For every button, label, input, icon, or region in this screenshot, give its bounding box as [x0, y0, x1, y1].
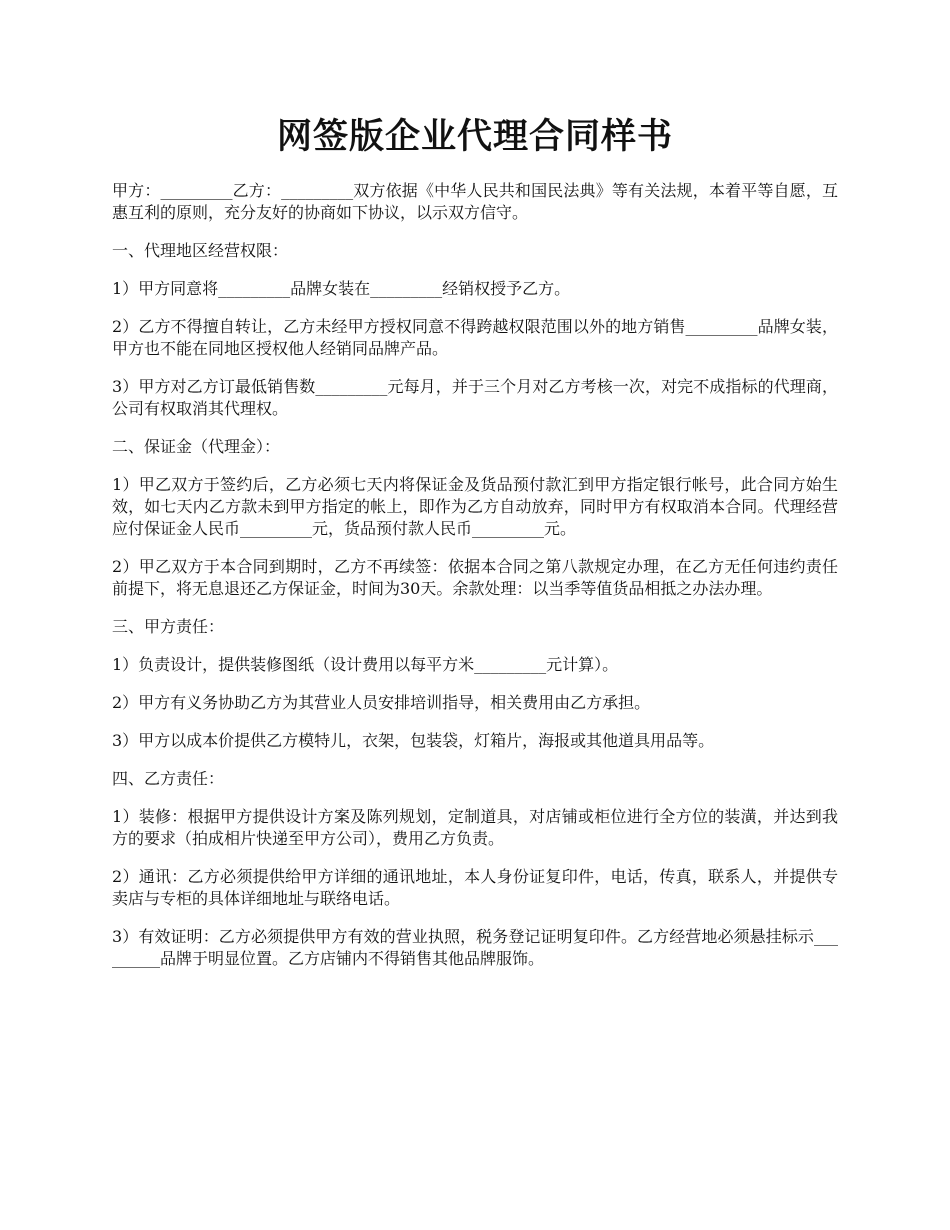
clause-3-3: 3）甲方以成本价提供乙方模特儿，衣架，包装袋，灯箱片，海报或其他道具用品等。 [112, 731, 715, 750]
clause-4-2: 2）通讯：乙方必须提供给甲方详细的通讯地址，本人身份证复印件，电话，传真，联系人，并提供专卖店与专柜的具体详细地址与联络电话。 [112, 867, 838, 908]
clause-1-3: 3）甲方对乙方订最低销售数_________元每月，并于三个月对乙方考核一次，对完不成指标的代理商，公司有权取消其代理权。 [112, 377, 838, 418]
section-heading-1: 一、代理地区经营权限： [112, 241, 289, 260]
document-body [112, 180, 838, 986]
clause-1-1: 1）甲方同意将_________品牌女装在_________经销权授予乙方。 [112, 279, 571, 298]
section-heading-4: 四、乙方责任： [112, 769, 225, 788]
document-title: 网签版企业代理合同样书 [276, 116, 673, 157]
section-heading-2: 二、保证金（代理金）： [112, 437, 281, 456]
clause-2-2: 2）甲乙双方于本合同到期时，乙方不再续签：依据本合同之第八款规定办理，在乙方无任何违约责任前提下，将无息退还乙方保证金，时间为30天。余款处理：以当季等值货品相抵之办法办理。 [112, 557, 838, 598]
clause-3-2: 2）甲方有义务协助乙方为其营业人员安排培训指导，相关费用由乙方承担。 [112, 693, 651, 712]
clause-4-1: 1）装修：根据甲方提供设计方案及陈列规划，定制道具，对店铺或柜位进行全方位的装潢，并达到我方的要求（拍成相片快递至甲方公司），费用乙方负责。 [112, 807, 838, 848]
section-heading-3: 三、甲方责任： [112, 617, 225, 636]
clause-4-3: 3）有效证明：乙方必须提供甲方有效的营业执照，税务登记证明复印件。乙方经营地必须悬挂标示_________品牌于明显位置。乙方店铺内不得销售其他品牌服饰。 [112, 927, 838, 968]
clause-2-1: 1）甲乙双方于签约后，乙方必须七天内将保证金及货品预付款汇到甲方指定银行帐号，此合同方始生效，如七天内乙方款未到甲方指定的帐上，即作为乙方自动放弃，同时甲方有权取消本合同。代理经营应付保证金人民币_________元，货品预付款人民币_________元。 [112, 475, 838, 538]
intro-paragraph: 甲方：_________乙方：_________双方依据《中华人民共和国民法典》等有关法规，本着平等自愿，互惠互利的原则，充分友好的协商如下协议，以示双方信守。 [112, 181, 838, 222]
clause-3-1: 1）负责设计，提供装修图纸（设计费用以每平方米_________元计算）。 [112, 655, 619, 674]
clause-1-2: 2）乙方不得擅自转让，乙方未经甲方授权同意不得跨越权限范围以外的地方销售_________品牌女装，甲方也不能在同地区授权他人经销同品牌产品。 [112, 317, 838, 358]
